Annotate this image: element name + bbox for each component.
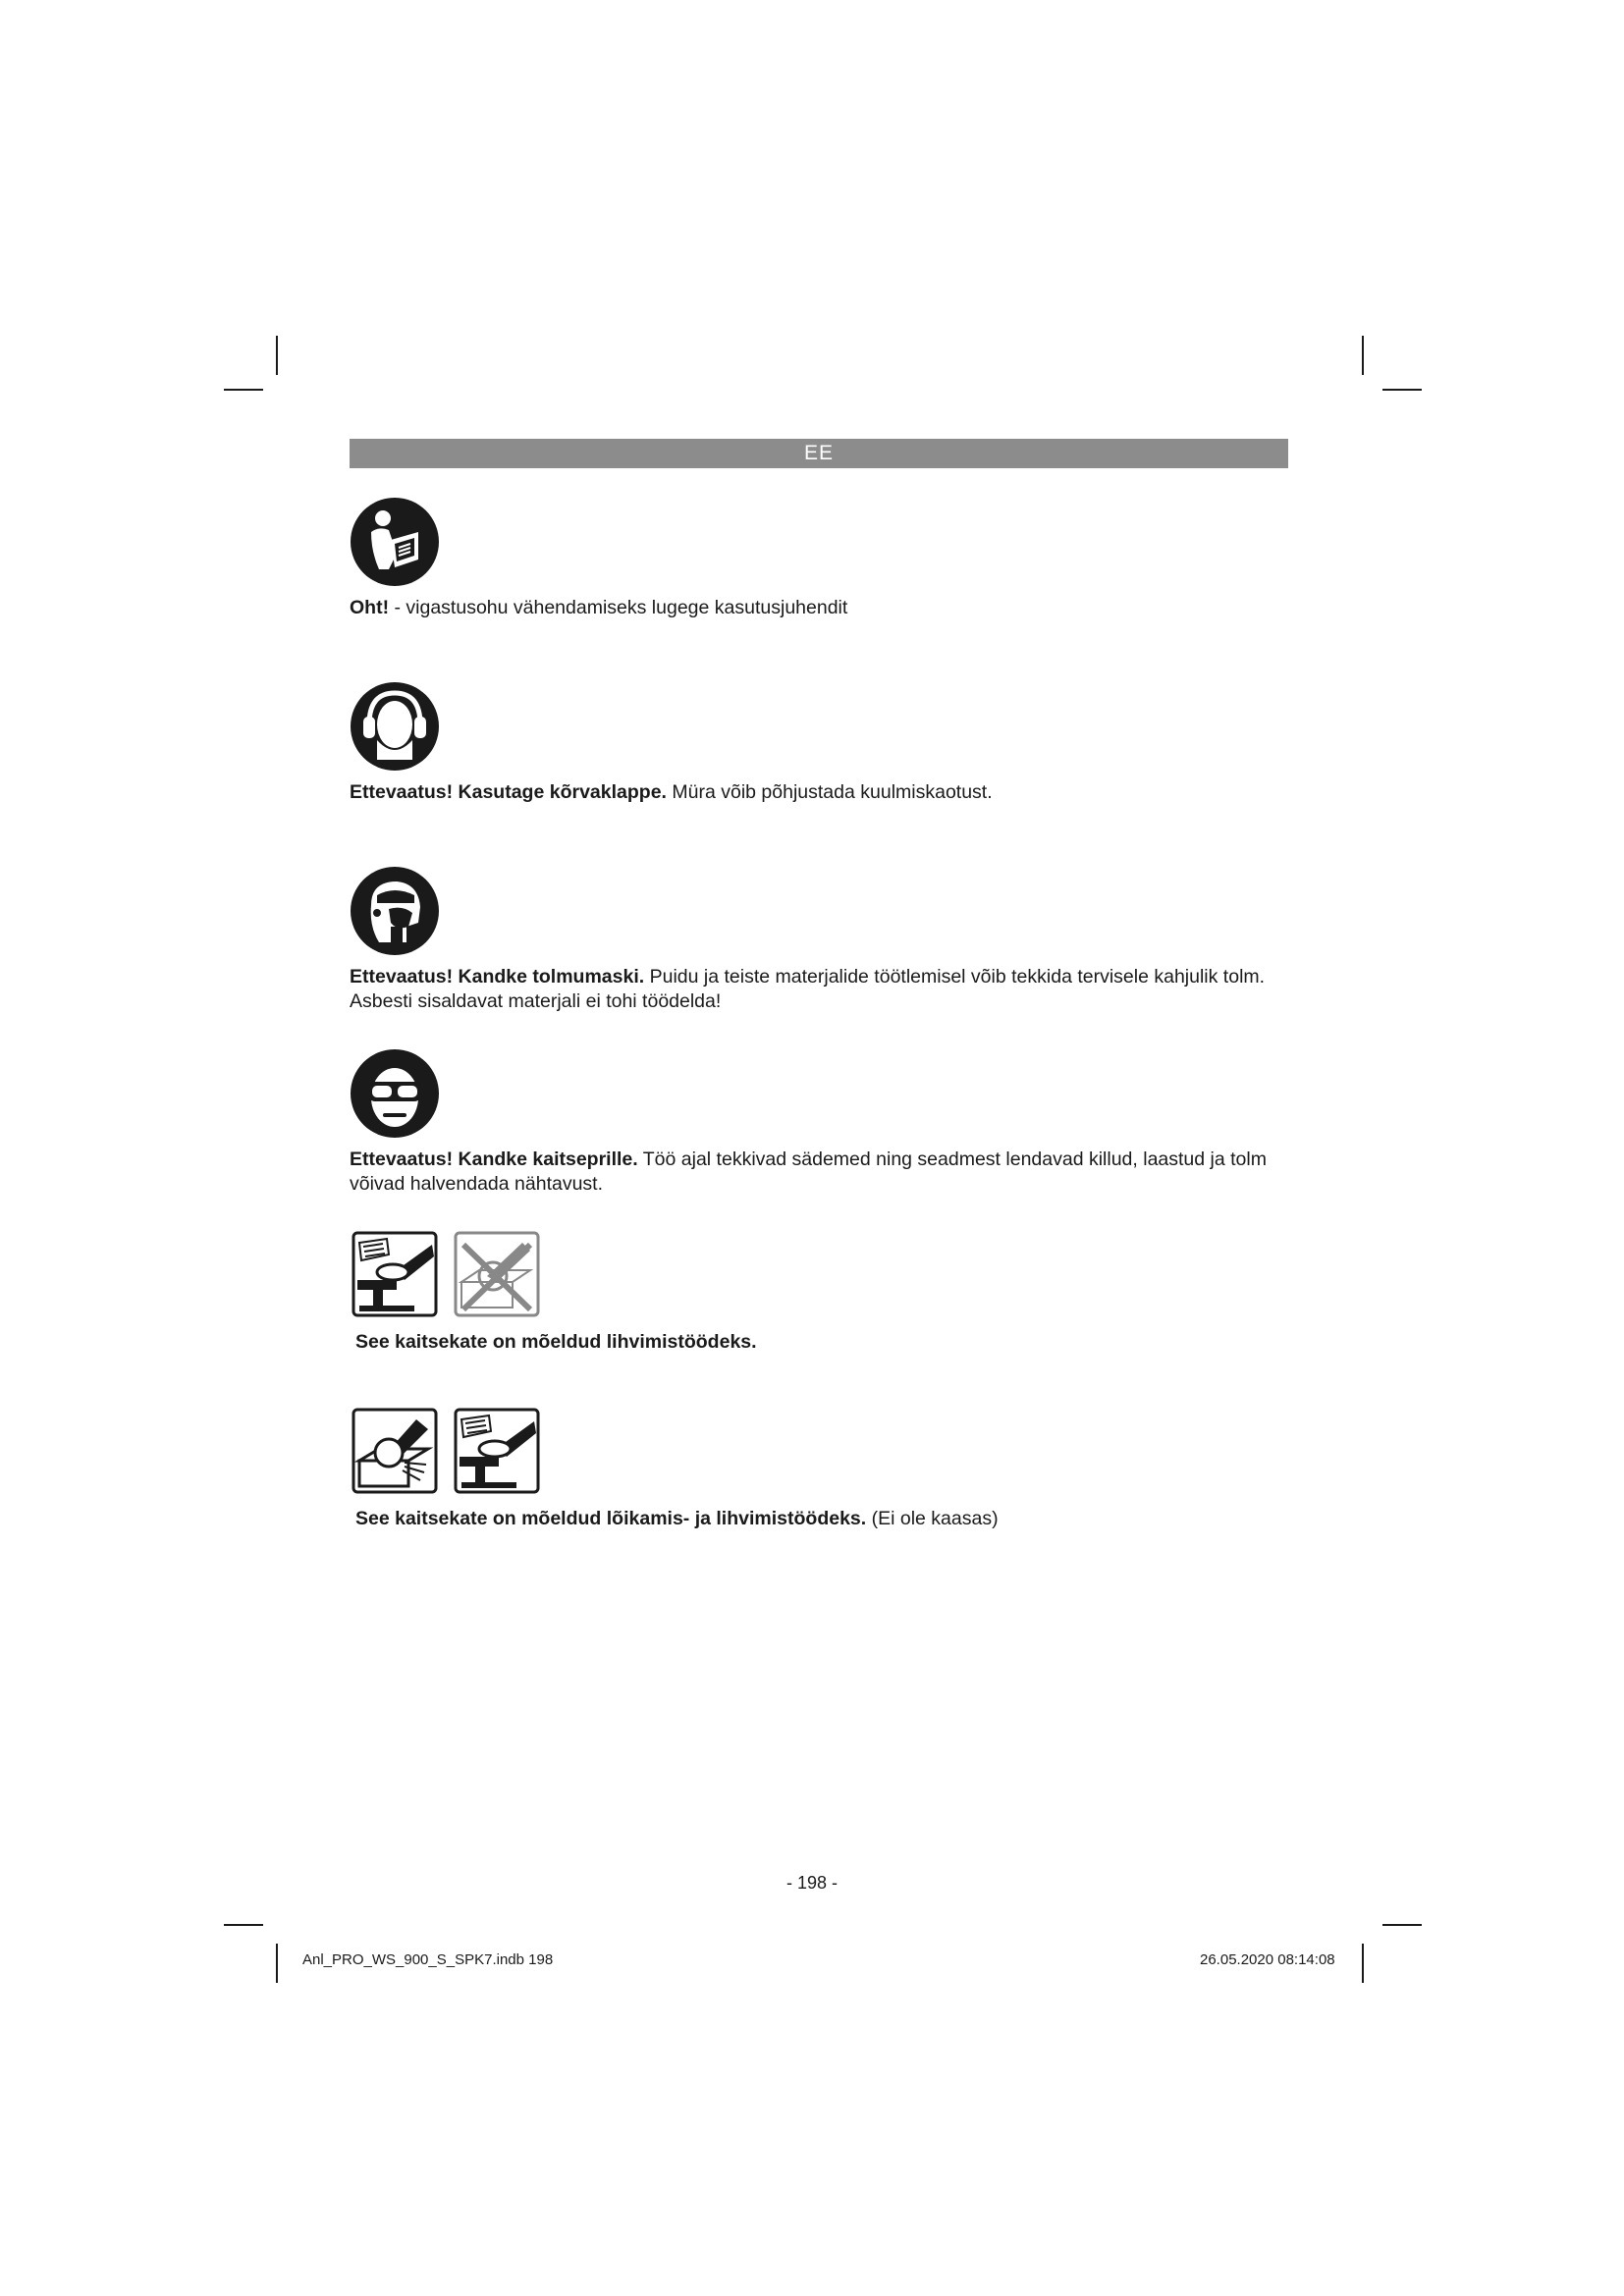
cutting-icon (352, 1408, 438, 1494)
page-number: - 198 - (785, 1873, 839, 1893)
warning-text-safety-goggles: Ettevaatus! Kandke kaitseprille. Töö ajal tekkivad sädemed ning seadmest lendavad killud, laastud ja tolm võivad halvendada nähtavust. (350, 1148, 1267, 1195)
footer-timestamp: 26.05.2020 08:14:08 (1200, 1951, 1335, 1968)
crop-mark (276, 336, 278, 375)
crop-mark (1382, 1924, 1422, 1926)
footer-file-name: Anl_PRO_WS_900_S_SPK7.indb 198 (302, 1951, 554, 1968)
warning-text-dust-mask: Ettevaatus! Kandke tolmumaski. Puidu ja teiste materjalide töötlemisel võib tekkida tervisele kahjulik tolm. Asbesti sisaldavat materjali ei tohi töödelda! (350, 966, 1266, 1012)
crop-mark (276, 1944, 278, 1983)
crop-mark (224, 389, 263, 391)
warning-text-read-manual: Oht! - vigastusohu vähendamiseks lugege kasutusjuhendit (350, 597, 848, 618)
crop-mark (1362, 1944, 1364, 1983)
read-manual-icon (350, 497, 440, 587)
language-header: EE (350, 439, 1288, 468)
crop-mark (224, 1924, 263, 1926)
cutting-not-allowed-icon (454, 1231, 540, 1317)
dust-mask-icon (350, 866, 440, 956)
warning-text-ear-protection: Ettevaatus! Kasutage kõrvaklappe. Müra võib põhjustada kuulmiskaotust. (350, 781, 993, 803)
guard-text-cutting-grinding: See kaitsekate on mõeldud lõikamis- ja lihvimistöödeks. (Ei ole kaasas) (355, 1508, 999, 1529)
grinding-icon (454, 1408, 540, 1494)
grinding-icon (352, 1231, 438, 1317)
safety-goggles-icon (350, 1048, 440, 1139)
guard-text-grinding: See kaitsekate on mõeldud lihvimistöödeks. (355, 1331, 757, 1353)
ear-protection-icon (350, 681, 440, 772)
crop-mark (1382, 389, 1422, 391)
crop-mark (1362, 336, 1364, 375)
